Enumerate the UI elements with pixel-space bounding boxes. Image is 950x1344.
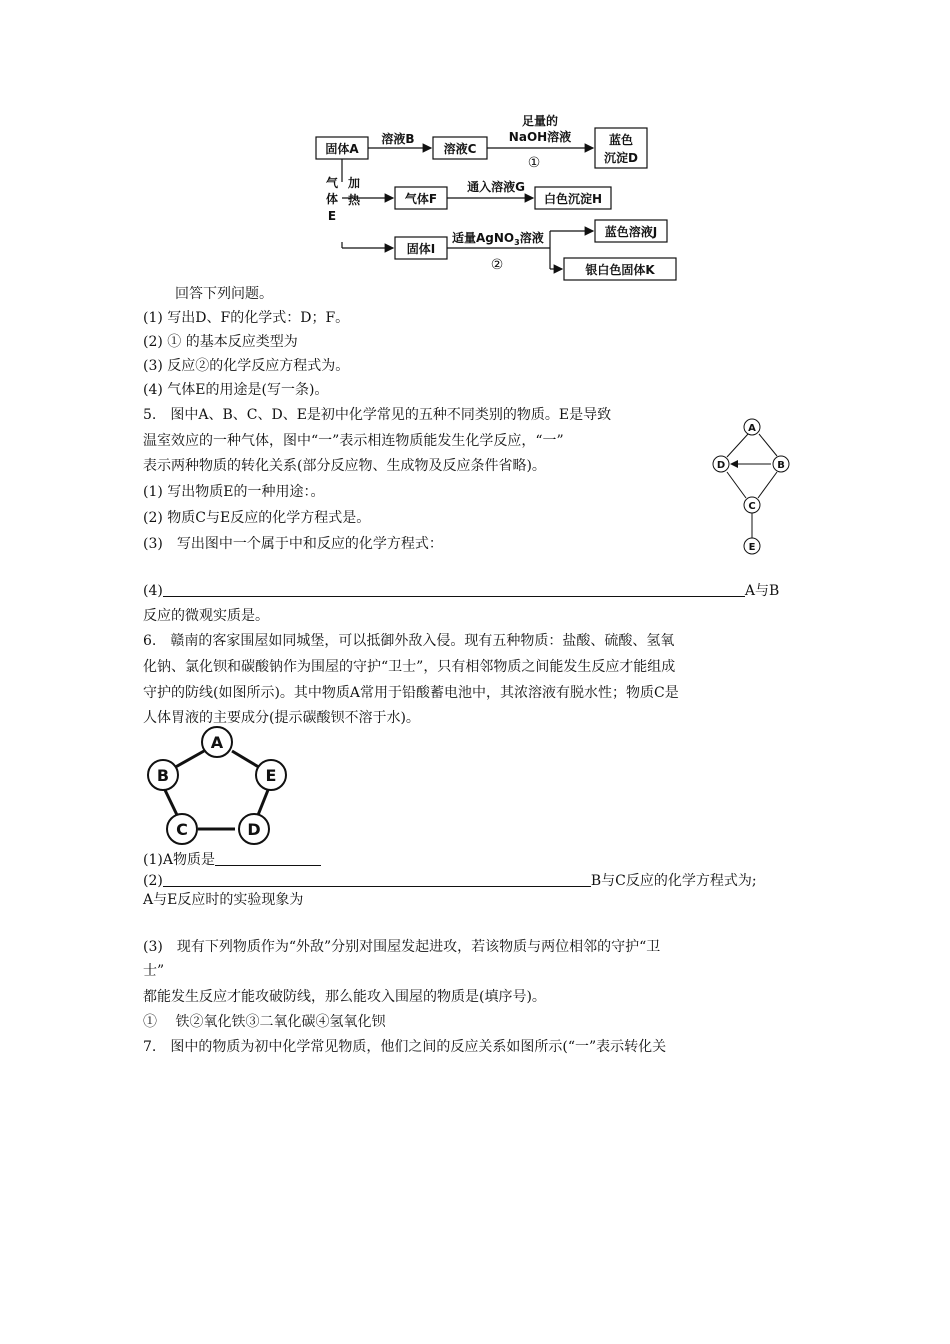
node-d-label: D	[716, 460, 726, 471]
q7-line-1: 7. 图中的物质为初中化学常见物质，他们之间的反应关系如图所示(“一”表示转化关	[143, 1039, 667, 1055]
box-h-label: 白色沉淀H	[543, 192, 603, 206]
q4-sub4: (4) 气体E的用途是(写一条)。	[143, 382, 329, 398]
q4-sub1: (1) 写出D、F的化学式：D；F。	[143, 310, 350, 326]
node-a-label: A	[748, 423, 756, 434]
node-e-label: E	[748, 542, 756, 553]
box-k-label: 银白色固体K	[585, 263, 655, 277]
node-e-label: E	[265, 766, 277, 785]
box-j-label: 蓝色溶液J	[604, 225, 658, 239]
reaction-flowchart	[300, 110, 700, 285]
node-d-label: D	[247, 820, 261, 839]
node-b-label: B	[156, 766, 170, 785]
gas-e-2: 体	[325, 192, 339, 206]
box-i-label: 固体I	[406, 242, 436, 256]
heat-2: 热	[347, 193, 361, 207]
heat-1: 加	[347, 176, 361, 190]
q4-sub3: (3) 反应②的化学反应方程式为。	[143, 358, 350, 374]
gas-e-1: 气	[325, 176, 339, 190]
q6-sub2: (2) B与C反应的化学方程式为;	[143, 873, 757, 889]
arrow-label-naoh-2: NaOH溶液	[508, 130, 572, 144]
reaction-mark-2: ②	[490, 257, 504, 273]
q5-relation-diagram	[705, 412, 795, 560]
q5-line-3: 表示两种物质的转化关系(部分反应物、生成物及反应条件省略)。	[143, 458, 546, 474]
reaction-mark-1: ①	[527, 155, 541, 171]
q6-sub3-line4: ① 铁②氧化铁③二氧化碳④氢氧化钡	[143, 1014, 386, 1030]
q6-sub3-line2: 士”	[143, 963, 165, 979]
arrow-label-g: 通入溶液G	[467, 180, 525, 194]
q6-answer-blank-1	[215, 851, 321, 866]
box-d-label-1: 蓝色	[608, 133, 634, 147]
q6-line-4: 人体胃液的主要成分(提示碳酸钡不溶于水)。	[143, 710, 420, 726]
node-c-label: C	[176, 820, 188, 839]
q6-pentagon-diagram	[140, 725, 295, 851]
q4-sub2: (2) ① 的基本反应类型为	[143, 334, 298, 350]
q5-line-2: 温室效应的一种气体，图中“一”表示相连物质能发生化学反应，“一”	[143, 433, 564, 449]
q5-sub3: (3) 写出图中一个属于中和反应的化学方程式：	[143, 536, 443, 552]
arrow-label-naoh-1: 足量的	[521, 114, 559, 128]
arrow-label-agno3: 适量AgNO$_3$溶液	[452, 231, 544, 247]
box-d-label-2: 沉淀D	[604, 151, 638, 165]
q5-sub1: (1) 写出物质E的一种用途：。	[143, 484, 325, 500]
q6-line-2: 化钠、氯化钡和碳酸钠作为围屋的守护“卫士”，只有相邻物质之间能发生反应才能组成	[143, 659, 676, 675]
node-a-label: A	[210, 733, 224, 752]
q6-sub3-line1: (3) 现有下列物质作为“外敌”分别对围屋发起进攻，若该物质与两位相邻的守护“卫	[143, 939, 661, 955]
q5-line-1: 5. 图中A、B、C、D、E是初中化学常见的五种不同类别的物质。E是导致	[143, 407, 612, 423]
q4-intro: 回答下列问题。	[175, 286, 273, 302]
box-f-label: 气体F	[404, 192, 438, 206]
q6-sub1: (1)A物质是	[143, 851, 321, 869]
q5-sub4: (4) A与B	[143, 583, 780, 599]
q6-sub3-line3: 都能发生反应才能攻破防线，那么能攻入围屋的物质是(填序号)。	[143, 989, 546, 1005]
node-b-label: B	[777, 460, 785, 471]
q6-line-1: 6. 赣南的客家围屋如同城堡，可以抵御外敌入侵。现有五种物质：盐酸、硫酸、氢氧	[143, 633, 675, 649]
q5-answer-blank	[163, 582, 745, 597]
q6-sub2-line2: A与E反应时的实验现象为	[143, 892, 304, 908]
q6-answer-blank-2	[163, 872, 591, 887]
q6-line-3: 守护的防线(如图所示)。其中物质A常用于铅酸蓄电池中，其浓溶液有脱水性；物质C是	[143, 685, 679, 701]
node-c-label: C	[748, 501, 756, 512]
q5-sub4-line2: 反应的微观实质是。	[143, 608, 269, 624]
box-a-label: 固体A	[325, 142, 359, 156]
arrow-label-b: 溶液B	[381, 132, 415, 146]
gas-e-3: E	[327, 209, 337, 223]
q5-sub2: (2) 物质C与E反应的化学方程式是。	[143, 510, 371, 526]
box-c-label: 溶液C	[443, 142, 477, 156]
